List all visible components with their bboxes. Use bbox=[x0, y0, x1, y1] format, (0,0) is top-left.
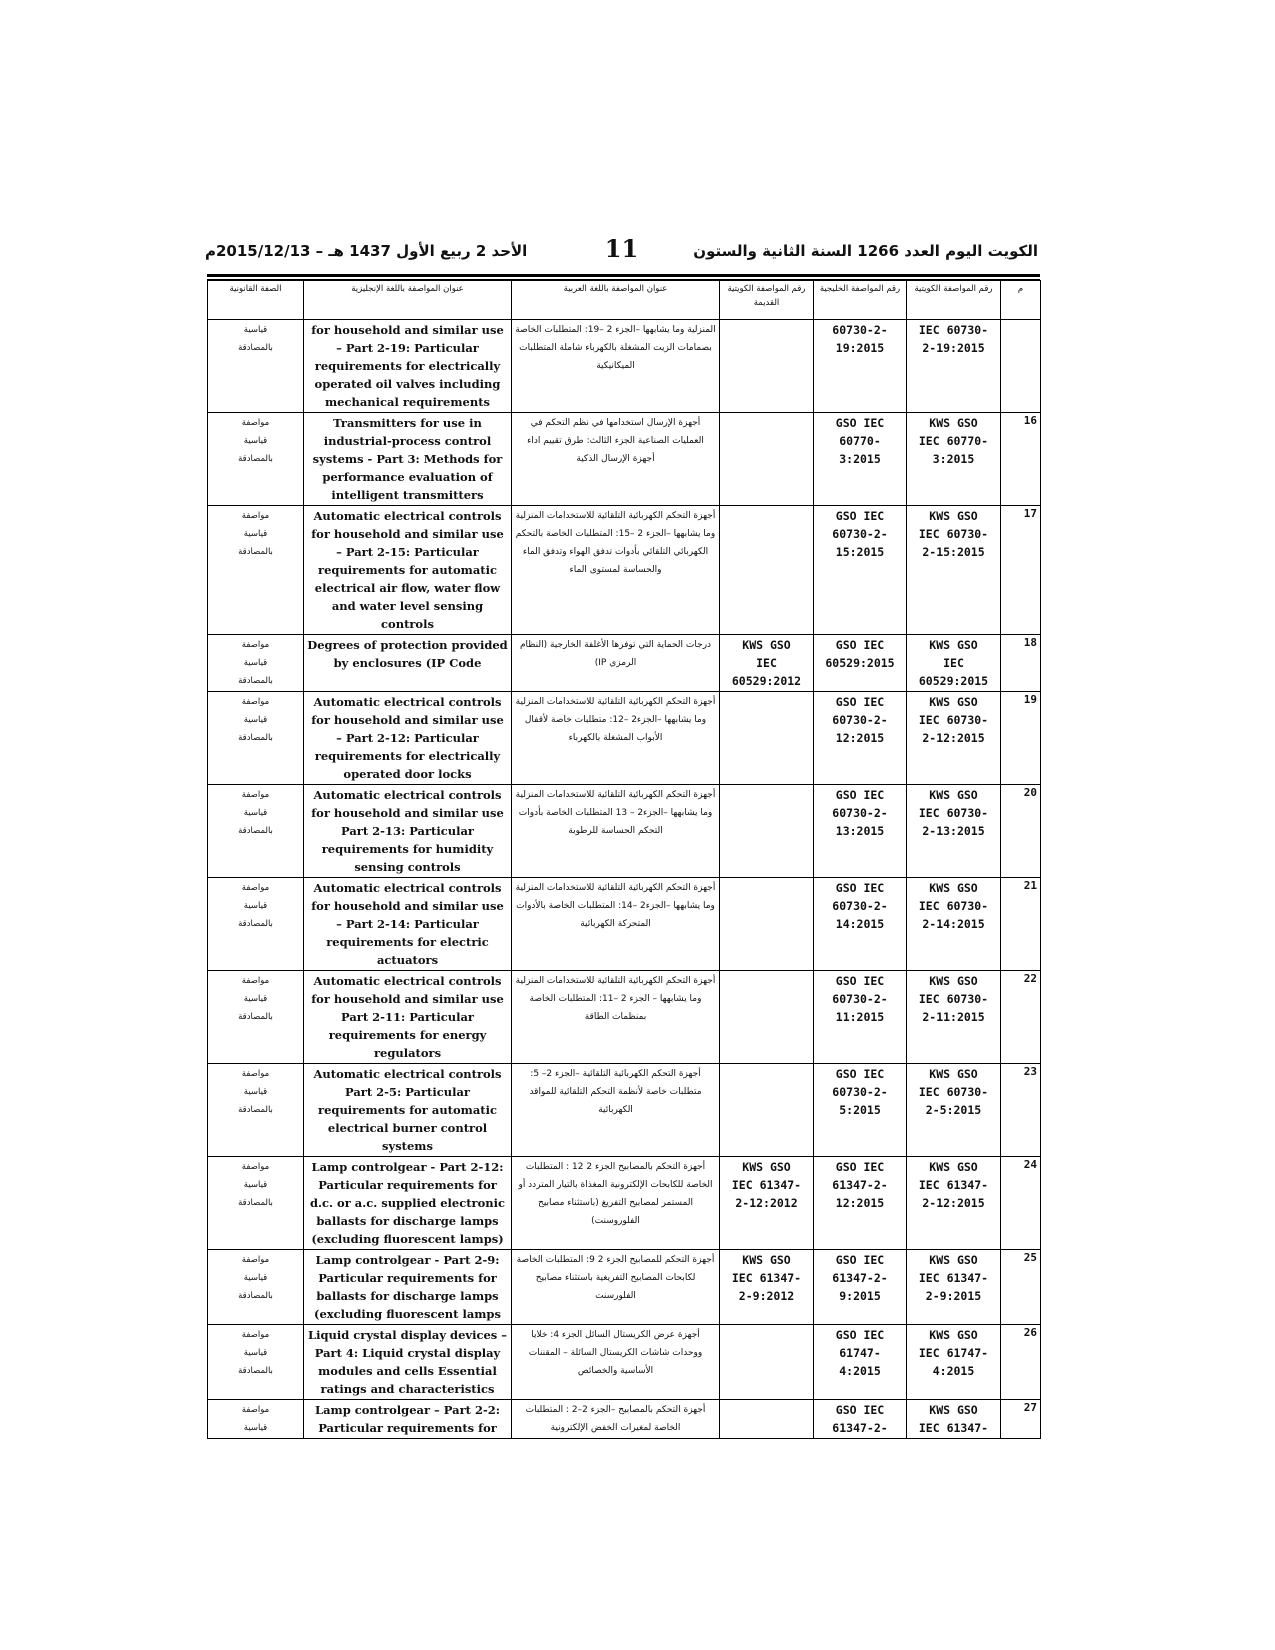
table-row bbox=[208, 1064, 1041, 1157]
page-number: 11 bbox=[604, 234, 639, 263]
english-title: Automatic electrical controls for household and similar use – Part 2-14: Particular requirements for electric actuators bbox=[304, 878, 512, 971]
old-kws-number: KWS GSO IEC 61347- 2-9:2012 bbox=[720, 1250, 814, 1325]
legal-status: مواصفة قياسية بالمصادقة bbox=[208, 878, 304, 971]
kws-number: KWS GSO IEC 61347- 2-12:2015 bbox=[907, 1157, 1001, 1250]
legal-status: مواصفة قياسية بالمصادقة bbox=[208, 1157, 304, 1250]
col-header-gso: رقم المواصفة الخليجية bbox=[814, 281, 907, 320]
col-header-old: رقم المواصفة الكويتية القديمة bbox=[720, 281, 814, 320]
row-number bbox=[1001, 320, 1041, 413]
english-title: Automatic electrical controls for household and similar use Part 2-11: Particular requirements for energy regulators bbox=[304, 971, 512, 1064]
table-row bbox=[208, 1325, 1041, 1400]
gso-number: GSO IEC 60770- 3:2015 bbox=[814, 413, 907, 506]
old-kws-number bbox=[720, 878, 814, 971]
english-title: Automatic electrical controls for household and similar use – Part 2-15: Particular requirements for automatic electrical air flow, water flow and water level sensing controls bbox=[304, 506, 512, 635]
table-row bbox=[208, 878, 1041, 971]
kws-number: KWS GSO IEC 60730- 2-15:2015 bbox=[907, 506, 1001, 635]
legal-status: مواصفة قياسية bbox=[208, 1400, 304, 1439]
arabic-title: أجهزة التحكم الكهربائية التلقائية للاستخدامات المنزلية وما يشابهها – الجزء 2 –11: المتطلبات الخاصة بمنظمات الطاقة bbox=[512, 971, 720, 1064]
old-kws-number bbox=[720, 971, 814, 1064]
legal-status: مواصفة قياسية بالمصادقة bbox=[208, 1064, 304, 1157]
gso-number: GSO IEC 61747- 4:2015 bbox=[814, 1325, 907, 1400]
row-number: 22 bbox=[1001, 971, 1041, 1064]
row-number: 19 bbox=[1001, 692, 1041, 785]
table-row bbox=[208, 506, 1041, 635]
col-header-num: م bbox=[1001, 281, 1041, 320]
gazette-date: الأحد 2 ربيع الأول 1437 هـ – 2015/12/13م bbox=[205, 242, 528, 260]
old-kws-number bbox=[720, 1325, 814, 1400]
table-row bbox=[208, 692, 1041, 785]
old-kws-number bbox=[720, 413, 814, 506]
old-kws-number bbox=[720, 692, 814, 785]
english-title: for household and similar use – Part 2-19: Particular requirements for electrically operated oil valves including mechanical requirements bbox=[304, 320, 512, 413]
gso-number: GSO IEC 60730-2- 13:2015 bbox=[814, 785, 907, 878]
standards-table bbox=[207, 280, 1041, 1439]
col-header-arabic-title: عنوان المواصفة باللغة العربية bbox=[512, 281, 720, 320]
arabic-title: أجهزة عرض الكريستال السائل الجزء 4: خلايا ووحدات شاشات الكريستال السائلة – المقننات الأساسية والخصائص bbox=[512, 1325, 720, 1400]
row-number: 17 bbox=[1001, 506, 1041, 635]
row-number: 18 bbox=[1001, 635, 1041, 692]
legal-status: قياسية بالمصادقة bbox=[208, 320, 304, 413]
row-number: 16 bbox=[1001, 413, 1041, 506]
kws-number: KWS GSO IEC 60730- 2-13:2015 bbox=[907, 785, 1001, 878]
gso-number: GSO IEC 60730-2- 5:2015 bbox=[814, 1064, 907, 1157]
table-header-row bbox=[208, 281, 1041, 320]
kws-number: KWS GSO IEC 60770- 3:2015 bbox=[907, 413, 1001, 506]
legal-status: مواصفة قياسية بالمصادقة bbox=[208, 413, 304, 506]
legal-status: مواصفة قياسية بالمصادقة bbox=[208, 785, 304, 878]
english-title: Lamp controlgear - Part 2-9: Particular requirements for ballasts for discharge lamps (excluding fluorescent lamps bbox=[304, 1250, 512, 1325]
table-row bbox=[208, 635, 1041, 692]
old-kws-number bbox=[720, 1064, 814, 1157]
table-row bbox=[208, 413, 1041, 506]
legal-status: مواصفة قياسية بالمصادقة bbox=[208, 1250, 304, 1325]
old-kws-number: KWS GSO IEC 60529:2012 bbox=[720, 635, 814, 692]
arabic-title: درجات الحماية التي توفرها الأغلفة الخارجية (النظام الرمزي IP) bbox=[512, 635, 720, 692]
kws-number: KWS GSO IEC 61347- 2-9:2015 bbox=[907, 1250, 1001, 1325]
table-row bbox=[208, 1250, 1041, 1325]
arabic-title: أجهزة التحكم الكهربائية التلقائية –الجزء 2– 5: متطلبات خاصة لأنظمة التحكم التلقائية للمواقد الكهربائية bbox=[512, 1064, 720, 1157]
row-number: 20 bbox=[1001, 785, 1041, 878]
page-header bbox=[205, 234, 1038, 270]
table-row bbox=[208, 1157, 1041, 1250]
kws-number: KWS GSO IEC 60730- 2-5:2015 bbox=[907, 1064, 1001, 1157]
kws-number: KWS GSO IEC 61347- bbox=[907, 1400, 1001, 1439]
row-number: 27 bbox=[1001, 1400, 1041, 1439]
row-number: 26 bbox=[1001, 1325, 1041, 1400]
arabic-title: أجهزة التحكم للمصابيح الجزء 2 9: المتطلبات الخاصة لكابحات المصابيح التفريغية باستثناء مصابيح الفلورسنت bbox=[512, 1250, 720, 1325]
english-title: Transmitters for use in industrial-process control systems - Part 3: Methods for performance evaluation of intelligent transmitters bbox=[304, 413, 512, 506]
gso-number: GSO IEC 60730-2- 12:2015 bbox=[814, 692, 907, 785]
kws-number: KWS GSO IEC 60730- 2-14:2015 bbox=[907, 878, 1001, 971]
gso-number: GSO IEC 61347-2- 12:2015 bbox=[814, 1157, 907, 1250]
old-kws-number bbox=[720, 320, 814, 413]
english-title: Automatic electrical controls Part 2-5: Particular requirements for automatic electrical burner control systems bbox=[304, 1064, 512, 1157]
gazette-issue: الكويت اليوم العدد 1266 السنة الثانية والستون bbox=[693, 242, 1038, 260]
gso-number: GSO IEC 60529:2015 bbox=[814, 635, 907, 692]
gso-number: GSO IEC 60730-2- 14:2015 bbox=[814, 878, 907, 971]
table-row bbox=[208, 785, 1041, 878]
arabic-title: أجهزة التحكم بالمصابيح –الجزء 2–2 : المتطلبات الخاصة لمغيرات الخفض الإلكترونية bbox=[512, 1400, 720, 1439]
kws-number: KWS GSO IEC 61747- 4:2015 bbox=[907, 1325, 1001, 1400]
row-number: 24 bbox=[1001, 1157, 1041, 1250]
english-title: Automatic electrical controls for household and similar use Part 2-13: Particular requirements for humidity sensing controls bbox=[304, 785, 512, 878]
table-row bbox=[208, 971, 1041, 1064]
gso-number: 60730-2- 19:2015 bbox=[814, 320, 907, 413]
old-kws-number bbox=[720, 506, 814, 635]
arabic-title: أجهزة التحكم الكهربائية التلقائية للاستخدامات المنزلية وما يشابهها –الجزء2 –14: المتطلبات الخاصة بالأدوات المتحركة الكهربائية bbox=[512, 878, 720, 971]
col-header-status: الصفة القانونية bbox=[208, 281, 304, 320]
english-title: Automatic electrical controls for household and similar use – Part 2-12: Particular requirements for electrically operated door locks bbox=[304, 692, 512, 785]
table-row bbox=[208, 1400, 1041, 1439]
kws-number: IEC 60730- 2-19:2015 bbox=[907, 320, 1001, 413]
arabic-title: أجهزة التحكم الكهربائية التلقائية للاستخدامات المنزلية وما يشابهها –الجزء2 –12: متطلبات خاصة لأقفال الأبواب المشغلة بالكهرباء bbox=[512, 692, 720, 785]
row-number: 25 bbox=[1001, 1250, 1041, 1325]
arabic-title: أجهزة التحكم الكهربائية التلقائية للاستخدامات المنزلية وما يشابهها –الجزء2 – 13 المتطلبات الخاصة بأدوات التحكم الحساسة للرطوبة bbox=[512, 785, 720, 878]
legal-status: مواصفة قياسية بالمصادقة bbox=[208, 971, 304, 1064]
english-title: Degrees of protection provided by enclosures (IP Code bbox=[304, 635, 512, 692]
kws-number: KWS GSO IEC 60730- 2-11:2015 bbox=[907, 971, 1001, 1064]
row-number: 21 bbox=[1001, 878, 1041, 971]
legal-status: مواصفة قياسية بالمصادقة bbox=[208, 506, 304, 635]
english-title: Liquid crystal display devices – Part 4: Liquid crystal display modules and cells Essential ratings and characteristics bbox=[304, 1325, 512, 1400]
table-row bbox=[208, 320, 1041, 413]
english-title: Lamp controlgear - Part 2-12: Particular requirements for d.c. or a.c. supplied electronic ballasts for discharge lamps (excluding fluorescent lamps) bbox=[304, 1157, 512, 1250]
kws-number: KWS GSO IEC 60529:2015 bbox=[907, 635, 1001, 692]
legal-status: مواصفة قياسية بالمصادقة bbox=[208, 692, 304, 785]
old-kws-number: KWS GSO IEC 61347- 2-12:2012 bbox=[720, 1157, 814, 1250]
arabic-title: أجهزة التحكم بالمصابيح الجزء 2 12 : المتطلبات الخاصة للكابحات الإلكترونية المغذاة بالتيار المتردد أو المستمر لمصابيح التفريغ (باستثناء مصابيح الفلوروسنت) bbox=[512, 1157, 720, 1250]
arabic-title: أجهزة الإرسال استخدامها في نظم التحكم في العمليات الصناعية الجزء الثالث: طرق تقييم اداء أجهزة الإرسال الذكية bbox=[512, 413, 720, 506]
header-rule bbox=[207, 274, 1040, 277]
old-kws-number bbox=[720, 1400, 814, 1439]
gso-number: GSO IEC 61347-2- bbox=[814, 1400, 907, 1439]
gso-number: GSO IEC 60730-2- 11:2015 bbox=[814, 971, 907, 1064]
legal-status: مواصفة قياسية بالمصادقة bbox=[208, 635, 304, 692]
english-title: Lamp controlgear – Part 2-2: Particular requirements for bbox=[304, 1400, 512, 1439]
old-kws-number bbox=[720, 785, 814, 878]
col-header-kws: رقم المواصفة الكويتية bbox=[907, 281, 1001, 320]
gso-number: GSO IEC 61347-2- 9:2015 bbox=[814, 1250, 907, 1325]
col-header-english-title: عنوان المواصفة باللغة الإنجليزية bbox=[304, 281, 512, 320]
kws-number: KWS GSO IEC 60730- 2-12:2015 bbox=[907, 692, 1001, 785]
legal-status: مواصفة قياسية بالمصادقة bbox=[208, 1325, 304, 1400]
row-number: 23 bbox=[1001, 1064, 1041, 1157]
gso-number: GSO IEC 60730-2- 15:2015 bbox=[814, 506, 907, 635]
arabic-title: أجهزة التحكم الكهربائية التلقائية للاستخدامات المنزلية وما يشابهها –الجزء 2 –15: المتطلبات الخاصة بالتحكم الكهربائي التلقائي بأدوات تدفق الهواء وتدفق الماء والحساسة لمستوى الماء bbox=[512, 506, 720, 635]
arabic-title: المنزلية وما يشابهها –الجزء 2 –19: المتطلبات الخاصة بصمامات الزيت المشغلة بالكهرباء شاملة المتطلبات الميكانيكية bbox=[512, 320, 720, 413]
